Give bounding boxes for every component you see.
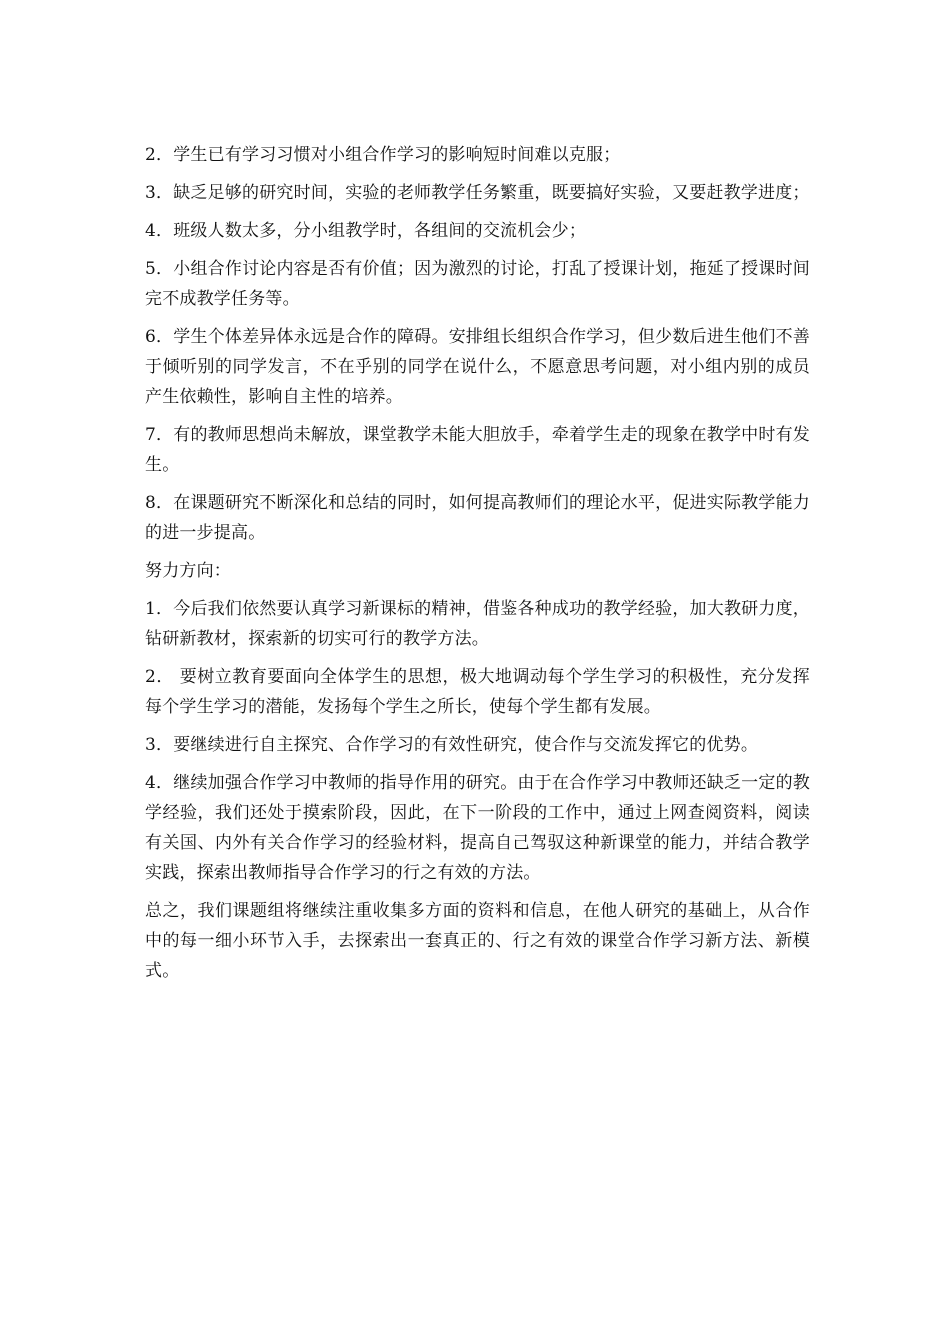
document-body: [145, 140, 810, 994]
list-item-direction-2: 2． 要树立教育要面向全体学生的思想，极大地调动每个学生学习的积极性，充分发挥每个学生学习的潜能，发扬每个学生之所长，使每个学生都有发展。: [145, 667, 810, 717]
section-heading-direction: 努力方向：: [145, 561, 231, 581]
list-item-problem-8: 8．在课题研究不断深化和总结的同时，如何提高教师们的理论水平，促进实际教学能力的进一步提高。: [145, 493, 810, 543]
summary-paragraph: 总之，我们课题组将继续注重收集多方面的资料和信息，在他人研究的基础上，从合作中的每一细小环节入手，去探索出一套真正的、行之有效的课堂合作学习新方法、新模式。: [145, 901, 810, 981]
list-item-direction-3: 3．要继续进行自主探究、合作学习的有效性研究，使合作与交流发挥它的优势。: [145, 735, 759, 755]
list-item-direction-1: 1．今后我们依然要认真学习新课标的精神，借鉴各种成功的教学经验，加大教研力度，钻研新教材，探索新的切实可行的教学方法。: [145, 599, 810, 649]
list-item-problem-5: 5．小组合作讨论内容是否有价值；因为激烈的讨论，打乱了授课计划，拖延了授课时间完不成教学任务等。: [145, 259, 810, 309]
list-item-problem-2: 2．学生已有学习习惯对小组合作学习的影响短时间难以克服；: [145, 145, 621, 165]
list-item-problem-4: 4．班级人数太多，分小组教学时，各组间的交流机会少；: [145, 221, 587, 241]
list-item-direction-4: 4．继续加强合作学习中教师的指导作用的研究。由于在合作学习中教师还缺乏一定的教学经验，我们还处于摸索阶段，因此，在下一阶段的工作中，通过上网查阅资料，阅读有关国、内外有关合作学习的经验材料，提高自己驾驭这种新课堂的能力，并结合教学实践，探索出教师指导合作学习的行之有效的方法。: [145, 773, 810, 883]
list-item-problem-7: 7．有的教师思想尚未解放，课堂教学未能大胆放手，牵着学生走的现象在教学中时有发生。: [145, 425, 810, 475]
list-item-problem-6: 6．学生个体差异体永远是合作的障碍。安排组长组织合作学习，但少数后进生他们不善于倾听别的同学发言，不在乎别的同学在说什么，不愿意思考问题，对小组内别的成员产生依赖性，影响自主性的培养。: [145, 327, 810, 407]
list-item-problem-3: 3．缺乏足够的研究时间，实验的老师教学任务繁重，既要搞好实验，又要赶教学进度；: [145, 183, 810, 203]
